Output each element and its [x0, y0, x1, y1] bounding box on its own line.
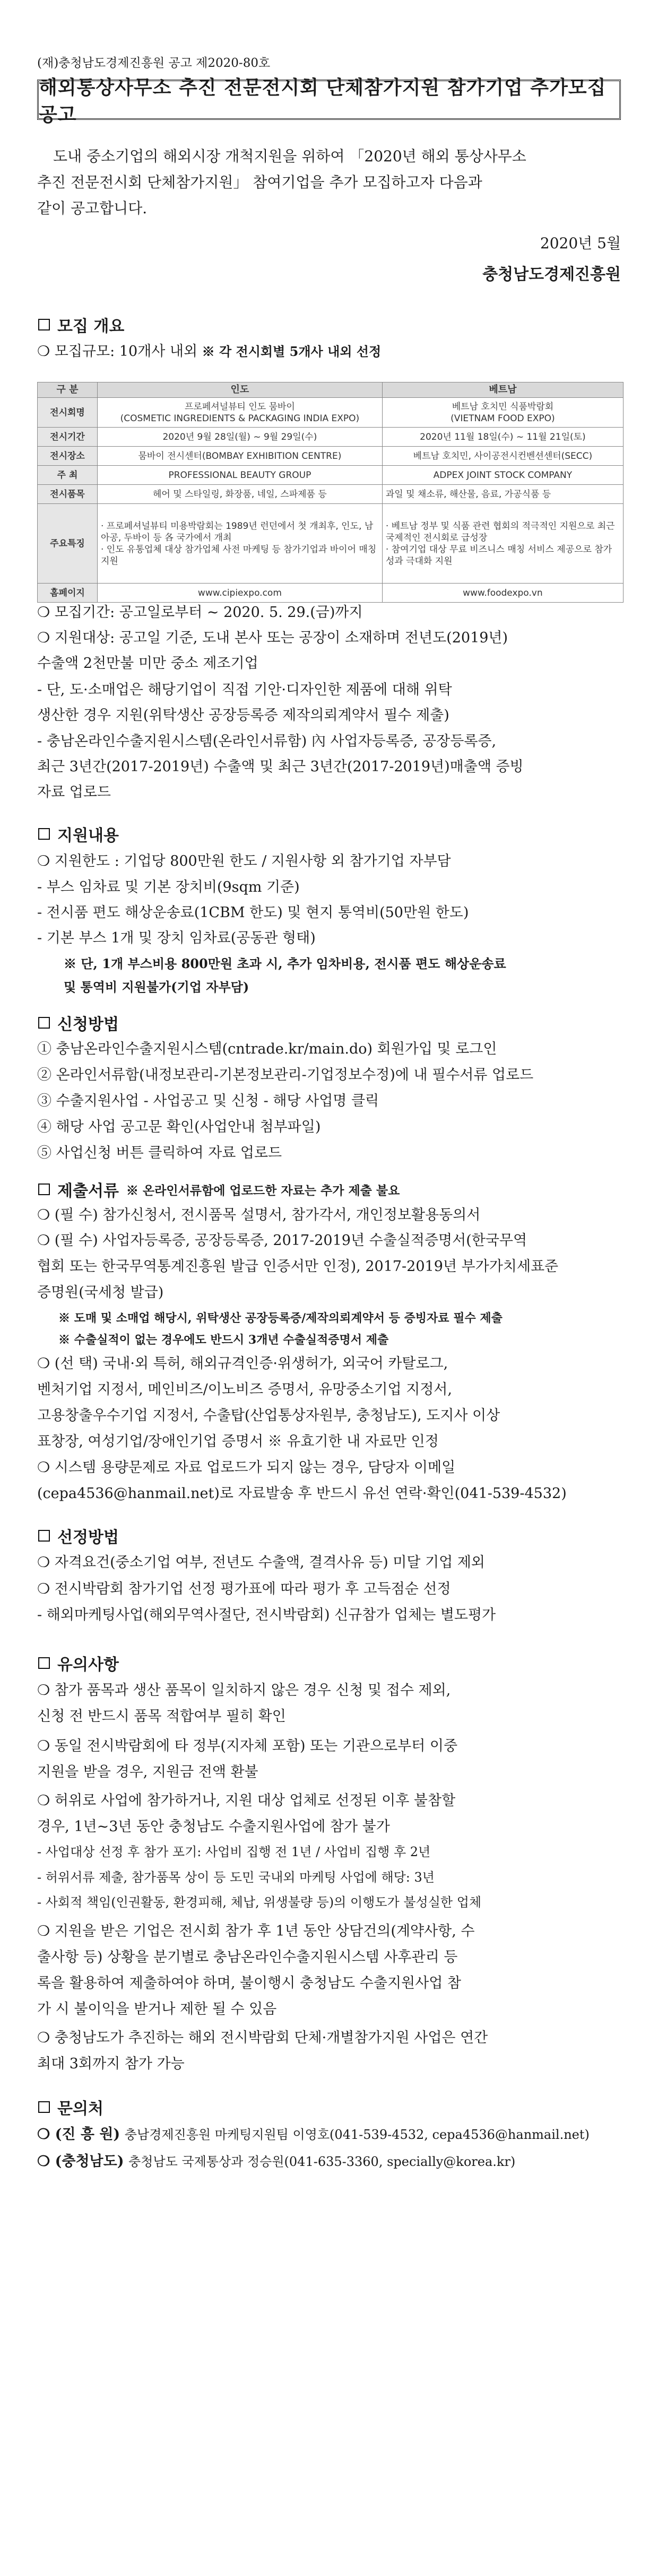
contact-line: ❍ (진 흥 원) 충남경제진흥원 마케팅지원팀 이영호(041-539-4532, cepa4536@hanmail.net) — [37, 2126, 590, 2143]
title-box — [37, 77, 621, 126]
row-label: 홈페이지 — [38, 584, 98, 603]
table-header: 베트남 — [382, 382, 623, 398]
support-line: - 전시품 편도 해상운송료(1CBM 한도) 및 현지 통역비(50만원 한도) — [37, 904, 469, 921]
table-row — [38, 584, 624, 603]
target-line: - 충남온라인수출지원시스템(온라인서류함) 內 사업자등록증, 공장등록증, — [37, 733, 497, 750]
notes-line: 지원을 받을 경우, 지원금 전액 환불 — [37, 1764, 258, 1780]
notes-line: - 사회적 책임(인권활동, 환경피해, 체납, 위생불량 등)의 이행도가 불성실한 업체 — [37, 1895, 482, 1910]
row-label: 주 최 — [38, 466, 98, 485]
selection-line: ❍ 자격요건(중소기업 여부, 전년도 수출액, 결격사유 등) 미달 기업 제외 — [37, 1554, 485, 1571]
notice-date: 2020년 5월 — [540, 234, 621, 252]
apply-step: ④ 해당 사업 공고문 확인(사업안내 첨부파일) — [37, 1119, 321, 1135]
document-line: ❍ 시스템 용량문제로 자료 업로드가 되지 않는 경우, 담당자 이메일 — [37, 1459, 456, 1476]
table-cell: 2020년 11월 18일(수) ~ 11월 21일(토) — [382, 428, 623, 447]
contact-text[interactable]: 충청남도 국제통상과 정승원(041-635-3360, specially@korea.kr) — [128, 2154, 516, 2169]
document-line: 벤처기업 지정서, 메인비즈/이노비즈 증명서, 유망중소기업 지정서, — [37, 1381, 452, 1398]
selection-line: ❍ 전시박람회 참가기업 선정 평가표에 따라 평가 후 고득점순 선정 — [37, 1581, 451, 1597]
document-line: 고용창출우수기업 지정서, 수출탑(산업통상자원부, 충청남도), 도지사 이상 — [37, 1407, 500, 1424]
apply-step: ① 충남온라인수출지원시스템(cntrade.kr/main.do) 회원가입 및 로그인 — [37, 1041, 497, 1057]
target-line: 생산한 경우 지원(위탁생산 공장등록증 제작의뢰계약서 필수 제출) — [37, 707, 449, 724]
table-row — [38, 398, 624, 428]
notes-line: ❍ 참가 품목과 생산 품목이 일치하지 않은 경우 신청 및 접수 제외, — [37, 1682, 451, 1699]
notes-line: 경우, 1년~3년 동안 충청남도 수출지원사업에 참가 불가 — [37, 1818, 390, 1835]
table-cell: 2020년 9월 28일(월) ~ 9월 29일(수) — [98, 428, 383, 447]
support-line: - 부스 임차료 및 기본 장치비(9sqm 기준) — [37, 879, 300, 895]
square-bullet-icon — [38, 1183, 50, 1195]
document-line: ❍ (필 수) 참가신청서, 전시품목 설명서, 참가각서, 개인정보활용동의서 — [37, 1207, 481, 1223]
support-note: 및 통역비 지원불가(기업 자부담) — [64, 979, 249, 995]
table-row — [38, 466, 624, 485]
table-cell: 베트남 호치민, 사이공전시컨벤션센터(SECC) — [382, 447, 623, 466]
recruit-period: ❍ 모집기간: 공고일로부터 ~ 2020. 5. 29.(금)까지 — [37, 604, 363, 621]
notes-line: 록을 활용하여 제출하여야 하며, 불이행시 충청남도 수출지원사업 참 — [37, 1975, 461, 1991]
table-cell: 뭄바이 전시센터(BOMBAY EXHIBITION CENTRE) — [98, 447, 383, 466]
table-cell: 프로페셔널뷰티 인도 뭄바이 (COSMETIC INGREDIENTS & PACKAGING INDIA EXPO) — [98, 398, 383, 428]
notes-line: 신청 전 반드시 품목 적합여부 필히 확인 — [37, 1708, 286, 1725]
notes-line: 출사항 등) 상황을 분기별로 충남온라인수출지원시스템 사후관리 등 — [37, 1949, 458, 1965]
apply-step: ③ 수출지원사업 - 사업공고 및 신청 - 해당 사업명 클릭 — [37, 1093, 379, 1109]
document-line: 표창장, 여성기업/장애인기업 증명서 ※ 유효기한 내 자료만 인정 — [37, 1433, 439, 1450]
document-line: (cepa4536@hanmail.net)로 자료발송 후 반드시 유선 연락·확인(041-539-4532) — [37, 1485, 567, 1502]
section-heading-support: 지원내용 — [38, 822, 119, 846]
target-line: - 단, 도·소매업은 해당기업이 직접 기안·디자인한 제품에 대해 위탁 — [37, 682, 452, 698]
row-label: 주요특징 — [38, 504, 98, 584]
section-heading-contact: 문의처 — [38, 2095, 103, 2119]
table-row — [38, 485, 624, 504]
row-label: 전시품목 — [38, 485, 98, 504]
selection-line: - 해외마케팅사업(해외무역사절단, 전시박람회) 신규참가 업체는 별도평가 — [37, 1607, 496, 1623]
table-header: 구 분 — [38, 382, 98, 398]
table-row — [38, 504, 624, 584]
square-bullet-icon — [38, 1017, 50, 1029]
section-heading-documents: 제출서류 ※ 온라인서류함에 업로드한 자료는 추가 제출 불요 — [38, 1178, 400, 1201]
document-line: 증명원(국세청 발급) — [37, 1284, 164, 1301]
notes-line: ❍ 지원을 받은 기업은 전시회 참가 후 1년 동안 상담건의(계약사항, 수 — [37, 1923, 475, 1939]
notes-line: 최대 3회까지 참가 가능 — [37, 2056, 185, 2072]
intro-line: 같이 공고합니다. — [37, 199, 148, 217]
document-note: ※ 도매 및 소매업 해당시, 위탁생산 공장등록증/제작의뢰계약서 등 증빙자료 필수 제출 — [58, 1311, 503, 1325]
notes-line: 가 시 불이익을 받거나 제한 될 수 있음 — [37, 2001, 277, 2017]
row-label: 전시장소 — [38, 447, 98, 466]
intro-line: 추진 전문전시회 단체참가지원」 참여기업을 추가 모집하고자 다음과 — [37, 173, 482, 191]
target-line: 최근 3년간(2017-2019년) 수출액 및 최근 3년간(2017-2019년)매출액 증빙 — [37, 759, 524, 775]
notes-line: - 허위서류 제출, 참가품목 상이 등 도민 국내외 마케팅 사업에 해당: 3년 — [37, 1870, 435, 1885]
intro-paragraph — [37, 143, 621, 221]
table-row — [38, 428, 624, 447]
contact-text[interactable]: 충남경제진흥원 마케팅지원팀 이영호(041-539-4532, cepa4536@hanmail.net) — [124, 2127, 590, 2142]
page-title: 해외통상사무소 추진 전문전시회 단체참가지원 참가기업 추가모집 공고 — [39, 77, 607, 126]
notes-line: ❍ 허위로 사업에 참가하거나, 지원 대상 업체로 선정된 이후 불참할 — [37, 1792, 456, 1809]
square-bullet-icon — [38, 319, 50, 330]
homepage-link[interactable]: www.foodexpo.vn — [382, 584, 623, 603]
row-label: 전시기간 — [38, 428, 98, 447]
table-cell: · 프로페셔널뷰티 미용박람회는 1989년 런던에서 첫 개최후, 인도, 남아공, 두바이 등 各 국가에서 개최 · 인도 유통업체 대상 참가업체 사전 마케팅 등 참가기업과 바이어 매칭 지원 — [98, 504, 383, 584]
section-heading-selection: 선정방법 — [38, 1524, 119, 1547]
table-cell: ADPEX JOINT STOCK COMPANY — [382, 466, 623, 485]
notice-number: (재)충청남도경제진흥원 공고 제2020-80호 — [37, 56, 271, 70]
apply-step: ② 온라인서류함(내정보관리-기본정보관리-기업정보수정)에 내 필수서류 업로드 — [37, 1067, 534, 1083]
notes-line: - 사업대상 선정 후 참가 포기: 사업비 집행 전 1년 / 사업비 집행 후 2년 — [37, 1844, 431, 1859]
target-line: 자료 업로드 — [37, 784, 111, 800]
row-label: 전시회명 — [38, 398, 98, 428]
square-bullet-icon — [38, 1657, 50, 1669]
exhibition-table — [37, 382, 624, 603]
apply-step: ⑤ 사업신청 버튼 클릭하여 자료 업로드 — [37, 1145, 282, 1161]
target-line: 수출액 2천만불 미만 중소 제조기업 — [37, 655, 258, 672]
notes-line: ❍ 동일 전시박람회에 타 정부(지자체 포함) 또는 기관으로부터 이중 — [37, 1738, 458, 1754]
table-row — [38, 447, 624, 466]
homepage-link[interactable]: www.cipiexpo.com — [98, 584, 383, 603]
contact-line: ❍ (충청남도) 충청남도 국제통상과 정승원(041-635-3360, specially@korea.kr) — [37, 2153, 516, 2170]
square-bullet-icon — [38, 828, 50, 840]
support-note: ※ 단, 1개 부스비용 800만원 초과 시, 추가 임차비용, 전시품 편도 해상운송료 — [64, 956, 506, 971]
section-heading-notes: 유의사항 — [38, 1651, 119, 1675]
table-cell: 베트남 호치민 식품박람회 (VIETNAM FOOD EXPO) — [382, 398, 623, 428]
support-line: ❍ 지원한도 : 기업당 800만원 한도 / 지원사항 외 참가기업 자부담 — [37, 853, 451, 869]
section-heading-apply: 신청방법 — [38, 1011, 119, 1034]
support-line: - 기본 부스 1개 및 장치 임차료(공동관 형태) — [37, 930, 316, 946]
document-note: ※ 수출실적이 없는 경우에도 반드시 3개년 수출실적증명서 제출 — [58, 1333, 389, 1347]
table-header: 인도 — [98, 382, 383, 398]
notes-line: ❍ 충청남도가 추진하는 해외 전시박람회 단체·개별참가지원 사업은 연간 — [37, 2030, 488, 2046]
table-cell: · 베트남 정부 및 식품 관련 협회의 적극적인 지원으로 최근 국제적인 전시회로 급성장 · 참여기업 대상 무료 비즈니스 매칭 서비스 제공으로 참가 성과 극대화 지원 — [382, 504, 623, 584]
square-bullet-icon — [38, 2101, 50, 2113]
table-cell: 과일 및 채소류, 해산물, 음료, 가공식품 등 — [382, 485, 623, 504]
table-cell: PROFESSIONAL BEAUTY GROUP — [98, 466, 383, 485]
document-line: 협회 또는 한국무역통계진흥원 발급 인증서만 인정), 2017-2019년 부가가치세표준 — [37, 1258, 559, 1275]
table-header-row — [38, 382, 624, 398]
document-line: ❍ (필 수) 사업자등록증, 공장등록증, 2017-2019년 수출실적증명서(한국무역 — [37, 1232, 527, 1249]
section-heading-overview: 모집 개요 — [38, 313, 124, 336]
document-line: ❍ (선 택) 국내·외 특허, 해외규격인증·위생허가, 외국어 카탈로그, — [37, 1355, 448, 1372]
target-line: ❍ 지원대상: 공고일 기준, 도내 본사 또는 공장이 소재하며 전년도(2019년) — [37, 630, 508, 646]
square-bullet-icon — [38, 1530, 50, 1542]
issuing-organization: 충청남도경제진흥원 — [482, 265, 621, 284]
recruit-scale: ❍ 모집규모: 10개사 내외 ※ 각 전시회별 5개사 내외 선정 — [37, 343, 382, 360]
table-cell: 헤어 및 스타일링, 화장품, 네일, 스파제품 등 — [98, 485, 383, 504]
intro-line: 도내 중소기업의 해외시장 개척지원을 위하여 「2020년 해외 통상사무소 — [53, 147, 526, 165]
